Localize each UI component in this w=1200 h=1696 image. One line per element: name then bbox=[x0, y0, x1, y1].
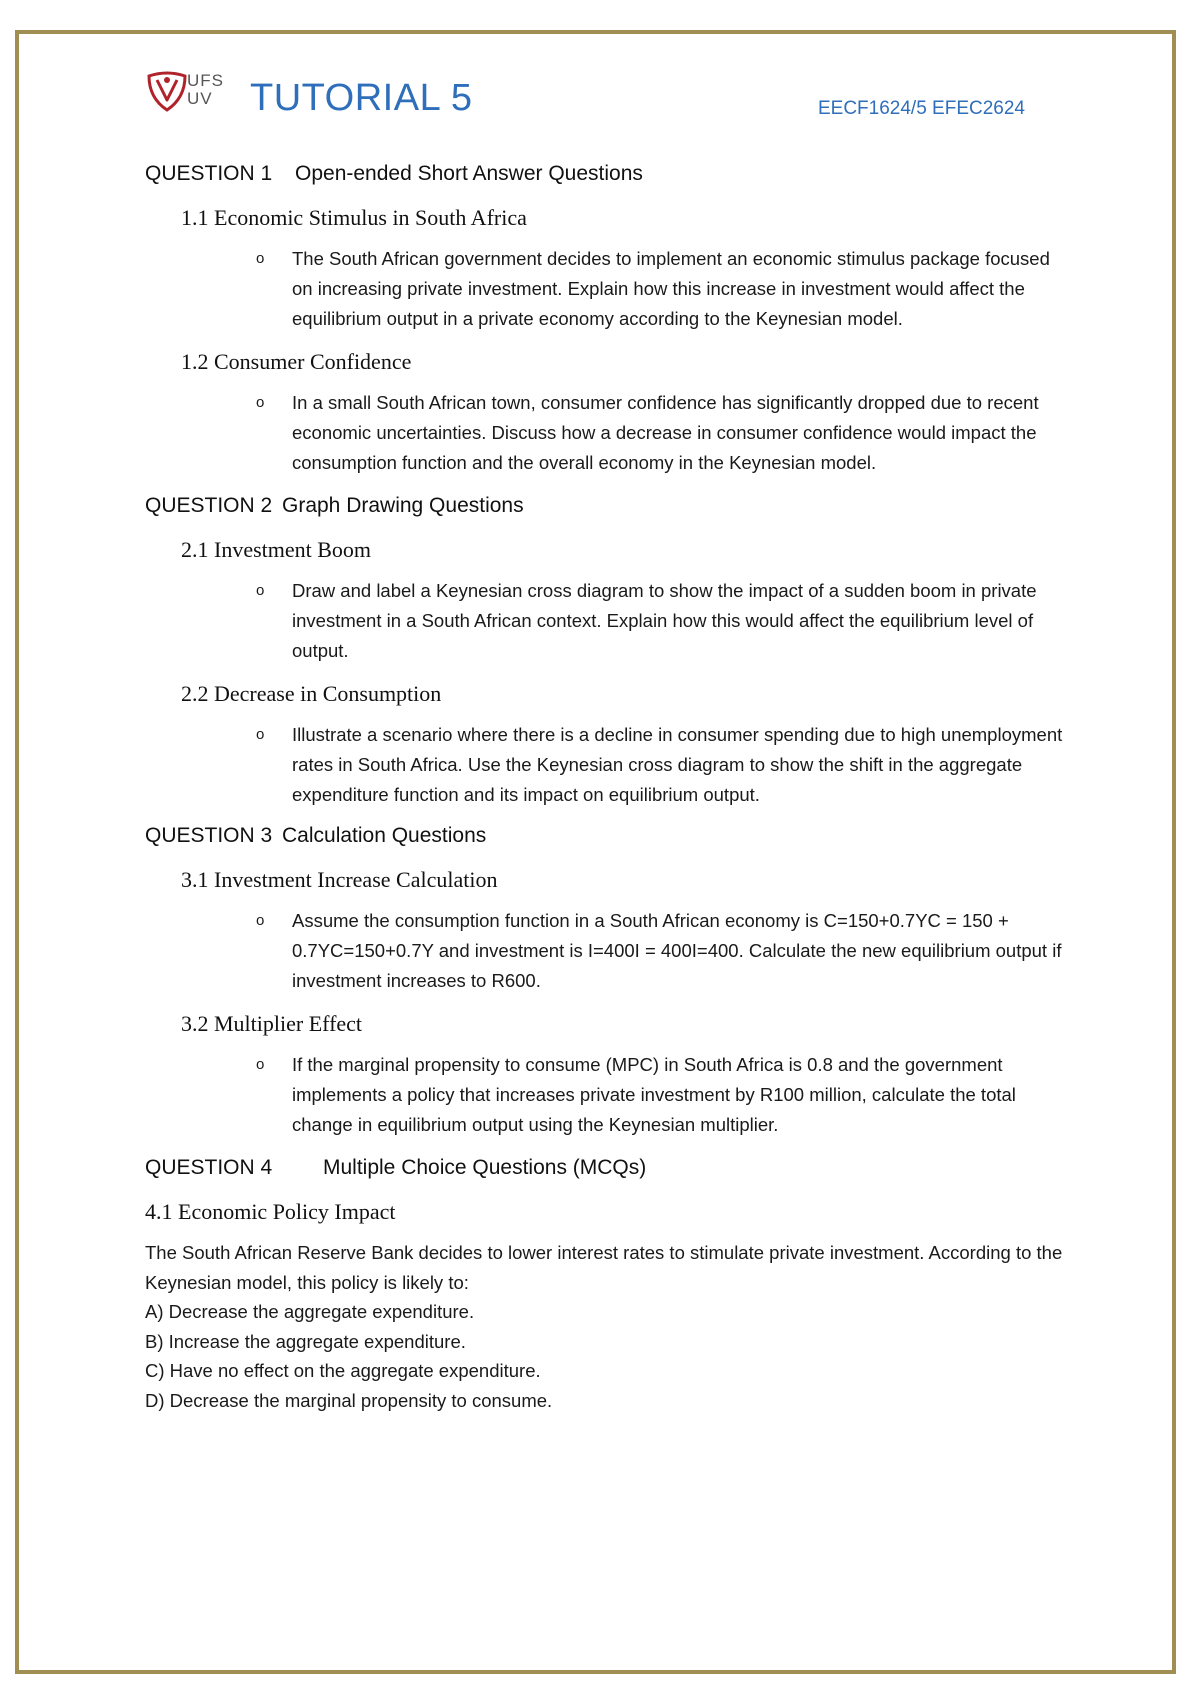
question-3 bbox=[145, 822, 1065, 1140]
question-title: Calculation Questions bbox=[282, 824, 487, 847]
question-2 bbox=[145, 492, 1065, 810]
mcq-option-c: C) Have no effect on the aggregate expenditure. bbox=[145, 1360, 541, 1381]
question-heading bbox=[145, 822, 1065, 850]
list-item bbox=[145, 1050, 1065, 1140]
question-heading bbox=[145, 492, 1065, 520]
subsection-heading: 3.1 Investment Increase Calculation bbox=[181, 867, 498, 892]
question-title: Open-ended Short Answer Questions bbox=[295, 162, 643, 185]
subsection-heading: 3.2 Multiplier Effect bbox=[181, 1011, 363, 1036]
question-heading bbox=[145, 160, 1065, 188]
logo-text-ufs: UFS bbox=[187, 71, 224, 90]
subsection-heading: 2.1 Investment Boom bbox=[181, 537, 372, 562]
bullet-marker: o bbox=[256, 394, 265, 411]
bullet-marker: o bbox=[256, 726, 265, 743]
subsection-heading: 2.2 Decrease in Consumption bbox=[181, 681, 442, 706]
list-item-text: The South African government decides to implement an economic stimulus package focused on increasing private investment. Explain how this increase in investment would affect the equilibrium output in a private economy according to the Keynesian model. bbox=[292, 248, 1050, 329]
page-header bbox=[145, 70, 1025, 130]
list-item bbox=[145, 906, 1065, 996]
list-item bbox=[145, 244, 1065, 334]
list-item bbox=[145, 720, 1065, 810]
question-title: Graph Drawing Questions bbox=[282, 494, 524, 517]
mcq-option-a: A) Decrease the aggregate expenditure. bbox=[145, 1301, 475, 1322]
question-heading bbox=[145, 1154, 1065, 1182]
question-number: QUESTION 2 bbox=[145, 494, 273, 517]
list-item bbox=[145, 388, 1065, 478]
ufs-shield-icon bbox=[145, 70, 189, 114]
logo-text-uv: UV bbox=[187, 89, 213, 108]
mcq-option-b: B) Increase the aggregate expenditure. bbox=[145, 1330, 466, 1352]
bullet-marker: o bbox=[256, 912, 265, 929]
page-title: TUTORIAL 5 bbox=[250, 77, 473, 119]
list-item-text: Assume the consumption function in a South African economy is C=150+0.7YC = 150 + 0.7YC=150+0.7Y and investment is I=400I = 400I=400. Calculate the new equilibrium output if investment increases to R600. bbox=[292, 910, 1062, 991]
list-item bbox=[145, 576, 1065, 666]
logo-wordmark bbox=[187, 72, 224, 108]
subsection-heading: 1.1 Economic Stimulus in South Africa bbox=[181, 205, 527, 230]
list-item-text: If the marginal propensity to consume (MPC) in South Africa is 0.8 and the government implements a policy that increases private investment by R100 million, calculate the total change in equilibrium output using the Keynesian multiplier. bbox=[292, 1054, 1016, 1135]
subsection-heading: 4.1 Economic Policy Impact bbox=[145, 1199, 396, 1224]
question-number: QUESTION 4 bbox=[145, 1156, 273, 1179]
question-stem: The South African Reserve Bank decides to lower interest rates to stimulate private investment. According to the Keynesian model, this policy is likely to: bbox=[145, 1242, 1063, 1293]
ufs-logo bbox=[145, 70, 230, 122]
list-item-text: Draw and label a Keynesian cross diagram to show the impact of a sudden boom in private investment in a South African context. Explain how this would affect the equilibrium level of output. bbox=[292, 580, 1037, 661]
bullet-marker: o bbox=[256, 1056, 265, 1073]
question-4 bbox=[145, 1154, 1065, 1415]
question-title: Multiple Choice Questions (MCQs) bbox=[323, 1156, 647, 1179]
list-item-text: Illustrate a scenario where there is a decline in consumer spending due to high unemployment rates in South Africa. Use the Keynesian cross diagram to show the shift in the aggregate expenditure function and its impact on equilibrium output. bbox=[292, 724, 1063, 805]
list-item-text: In a small South African town, consumer confidence has significantly dropped due to recent economic uncertainties. Discuss how a decrease in consumer confidence would impact the consumption function and the overall economy in the Keynesian model. bbox=[292, 392, 1039, 473]
bullet-marker: o bbox=[256, 582, 265, 599]
document-body bbox=[145, 160, 1065, 1415]
question-1 bbox=[145, 160, 1065, 478]
subsection-heading: 1.2 Consumer Confidence bbox=[181, 349, 412, 374]
question-number: QUESTION 1 bbox=[145, 162, 273, 185]
question-number: QUESTION 3 bbox=[145, 824, 273, 847]
bullet-marker: o bbox=[256, 250, 265, 267]
course-codes: EECF1624/5 EFEC2624 bbox=[817, 98, 1025, 119]
mcq-option-d: D) Decrease the marginal propensity to consume. bbox=[145, 1389, 553, 1411]
